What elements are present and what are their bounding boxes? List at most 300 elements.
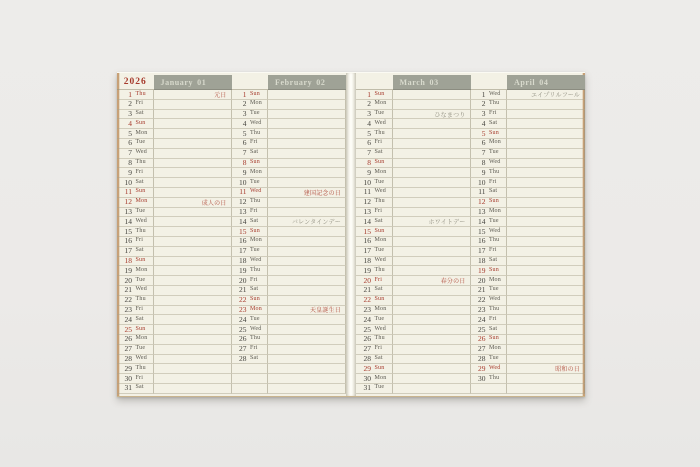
weekday-label: Tue bbox=[374, 384, 385, 391]
day-cell bbox=[117, 276, 154, 286]
day-number: 16 bbox=[239, 236, 247, 246]
day-cell bbox=[232, 168, 269, 178]
note-cell bbox=[507, 139, 585, 149]
note-cell bbox=[507, 315, 585, 325]
weekday-label: Sat bbox=[135, 178, 144, 185]
day-number: 5 bbox=[128, 129, 132, 138]
note-cell bbox=[154, 188, 232, 198]
weekday-label: Tue bbox=[135, 276, 146, 283]
weekday-label: Sat bbox=[135, 247, 144, 254]
day-number: 15 bbox=[363, 227, 371, 236]
weekday-label: Sun bbox=[374, 90, 385, 97]
weekday-label: Thu bbox=[374, 129, 385, 136]
weekday-label: Thu bbox=[135, 364, 146, 371]
note-cell bbox=[268, 159, 346, 169]
note-cell bbox=[268, 286, 346, 296]
day-cell bbox=[356, 237, 393, 247]
weekday-label: Fri bbox=[250, 276, 258, 283]
day-cell bbox=[471, 198, 508, 208]
day-number: 25 bbox=[239, 325, 247, 334]
weekday-label: Tue bbox=[489, 149, 499, 156]
weekday-label: Wed bbox=[374, 257, 386, 264]
note-cell bbox=[507, 149, 585, 159]
day-cell bbox=[232, 178, 269, 188]
weekday-label: Fri bbox=[135, 237, 144, 244]
note-cell bbox=[268, 355, 346, 365]
day-number: 30 bbox=[124, 374, 132, 383]
note-cell bbox=[154, 335, 232, 345]
day-number: 16 bbox=[363, 236, 371, 246]
day-cell bbox=[471, 227, 508, 237]
month-number: 03 bbox=[429, 77, 439, 87]
day-number: 15 bbox=[478, 227, 486, 236]
note-cell bbox=[393, 198, 471, 208]
day-cell bbox=[232, 306, 269, 316]
weekday-label: Tue bbox=[489, 355, 499, 362]
weekday-label: Thu bbox=[250, 335, 261, 342]
day-number: 11 bbox=[478, 187, 486, 197]
note-cell bbox=[268, 335, 346, 345]
weekday-label: Sat bbox=[489, 188, 498, 195]
day-cell bbox=[232, 257, 269, 267]
month-name: March bbox=[399, 77, 426, 87]
weekday-label: Tue bbox=[374, 247, 385, 254]
weekday-label: Sat bbox=[374, 149, 383, 156]
day-cell bbox=[356, 129, 393, 139]
note-cell bbox=[507, 247, 585, 257]
note-cell bbox=[393, 364, 471, 374]
day-number: 27 bbox=[124, 344, 132, 354]
day-cell bbox=[117, 257, 154, 267]
day-cell bbox=[232, 296, 269, 306]
day-number: 12 bbox=[124, 197, 132, 207]
day-cell bbox=[117, 178, 154, 188]
day-number: 25 bbox=[124, 325, 132, 334]
note-cell bbox=[507, 227, 585, 237]
day-number: 19 bbox=[363, 266, 371, 275]
day-number: 21 bbox=[363, 285, 371, 295]
note-cell bbox=[154, 168, 232, 178]
day-cell bbox=[117, 345, 154, 355]
weekday-label: Sat bbox=[489, 325, 498, 332]
month-name: February bbox=[275, 77, 313, 87]
day-cell bbox=[471, 306, 508, 316]
note-cell bbox=[268, 178, 346, 188]
binding-gutter bbox=[346, 73, 356, 396]
day-number: 27 bbox=[363, 344, 371, 354]
day-number: 29 bbox=[124, 364, 132, 373]
note-cell bbox=[507, 335, 585, 345]
day-number: 18 bbox=[363, 256, 371, 266]
day-cell bbox=[117, 129, 154, 139]
weekday-label: Thu bbox=[489, 237, 500, 244]
day-cell bbox=[232, 119, 269, 129]
day-cell bbox=[117, 110, 154, 120]
note-cell bbox=[154, 139, 232, 149]
note-cell bbox=[268, 247, 346, 257]
day-number: 3 bbox=[481, 109, 486, 119]
note-cell bbox=[154, 110, 232, 120]
day-cell bbox=[471, 237, 508, 247]
day-cell bbox=[117, 149, 154, 159]
day-number: 18 bbox=[478, 256, 486, 266]
day-cell bbox=[471, 217, 508, 227]
day-number: 26 bbox=[478, 334, 486, 344]
weekday-label: Wed bbox=[489, 159, 501, 166]
day-cell bbox=[471, 178, 508, 188]
day-cell bbox=[117, 286, 154, 296]
note-cell bbox=[268, 168, 346, 178]
note-cell bbox=[507, 168, 585, 178]
day-number: 12 bbox=[239, 197, 247, 207]
day-number: 24 bbox=[124, 315, 132, 324]
day-cell bbox=[232, 90, 269, 100]
day-cell bbox=[232, 237, 269, 247]
day-cell bbox=[117, 247, 154, 257]
day-number: 16 bbox=[478, 236, 486, 246]
weekday-label: Wed bbox=[489, 227, 501, 234]
weekday-label: Thu bbox=[374, 198, 385, 205]
weekday-label: Tue bbox=[374, 178, 385, 185]
weekday-label: Wed bbox=[374, 119, 386, 126]
day-number: 2 bbox=[481, 99, 486, 109]
day-cell bbox=[356, 198, 393, 208]
note-cell bbox=[154, 266, 232, 276]
note-cell bbox=[393, 345, 471, 355]
day-number: 30 bbox=[478, 374, 486, 383]
weekday-label: Mon bbox=[374, 374, 387, 381]
day-number: 12 bbox=[363, 197, 371, 207]
day-number: 10 bbox=[363, 178, 371, 187]
weekday-label: Mon bbox=[374, 168, 387, 175]
note-cell bbox=[507, 159, 585, 169]
day-number: 9 bbox=[481, 168, 486, 177]
weekday-label: Wed bbox=[135, 217, 147, 224]
note-cell bbox=[393, 90, 471, 100]
day-cell bbox=[232, 208, 269, 218]
day-cell bbox=[471, 188, 508, 198]
day-number: 21 bbox=[124, 285, 132, 295]
day-cell bbox=[117, 325, 154, 335]
day-cell bbox=[471, 374, 508, 384]
day-cell bbox=[117, 217, 154, 227]
day-number: 29 bbox=[478, 364, 486, 373]
day-cell bbox=[232, 217, 269, 227]
weekday-label: Wed bbox=[250, 325, 262, 332]
weekday-label: Fri bbox=[374, 276, 383, 283]
note-cell bbox=[393, 100, 471, 110]
day-cell bbox=[117, 384, 154, 394]
day-number: 6 bbox=[242, 138, 247, 148]
note-cell bbox=[154, 208, 232, 218]
day-cell bbox=[471, 168, 508, 178]
day-number: 1 bbox=[242, 90, 247, 99]
planner-spread bbox=[117, 72, 585, 397]
day-cell bbox=[117, 198, 154, 208]
holiday-note: 元日 bbox=[154, 90, 232, 100]
day-cell bbox=[471, 119, 508, 129]
weekday-label: Tue bbox=[489, 217, 499, 224]
note-cell bbox=[154, 325, 232, 335]
day-cell bbox=[356, 355, 393, 365]
weekday-label: Thu bbox=[489, 306, 500, 313]
day-number: 5 bbox=[367, 129, 371, 138]
weekday-label: Sat bbox=[489, 257, 498, 264]
day-cell bbox=[471, 384, 508, 394]
day-number: 9 bbox=[242, 168, 247, 177]
note-cell bbox=[393, 296, 471, 306]
day-cell bbox=[232, 198, 269, 208]
weekday-label: Sat bbox=[250, 149, 259, 156]
day-number: 19 bbox=[124, 266, 132, 275]
note-cell bbox=[393, 139, 471, 149]
day-number: 3 bbox=[367, 109, 371, 119]
holiday-note: バレンタインデー bbox=[268, 217, 346, 227]
note-cell bbox=[154, 364, 232, 374]
month-column-april bbox=[471, 73, 586, 396]
weekday-label: Tue bbox=[489, 286, 499, 293]
weekday-label: Sat bbox=[250, 355, 259, 362]
day-number: 8 bbox=[128, 158, 132, 168]
day-number: 4 bbox=[481, 119, 486, 128]
day-number: 25 bbox=[363, 325, 371, 334]
day-number: 10 bbox=[124, 178, 132, 187]
day-number: 6 bbox=[481, 138, 486, 148]
day-cell bbox=[471, 90, 508, 100]
day-cell bbox=[356, 286, 393, 296]
weekday-label: Thu bbox=[374, 266, 385, 273]
note-cell bbox=[268, 129, 346, 139]
day-cell bbox=[356, 90, 393, 100]
note-cell bbox=[393, 237, 471, 247]
day-cell bbox=[471, 208, 508, 218]
day-number: 2 bbox=[128, 99, 132, 109]
day-cell bbox=[471, 139, 508, 149]
weekday-label: Thu bbox=[135, 296, 146, 303]
note-cell bbox=[507, 178, 585, 188]
note-cell bbox=[154, 217, 232, 227]
weekday-label: Sun bbox=[489, 335, 499, 342]
note-cell bbox=[268, 100, 346, 110]
holiday-note: ひなまつり bbox=[393, 110, 471, 120]
month-column-march bbox=[356, 73, 471, 396]
weekday-label: Fri bbox=[250, 208, 258, 215]
weekday-label: Sun bbox=[374, 296, 385, 303]
holiday-note: エイプリルフール bbox=[507, 90, 585, 100]
day-number: 15 bbox=[239, 227, 247, 236]
day-number: 6 bbox=[367, 138, 371, 148]
weekday-label: Mon bbox=[374, 237, 387, 244]
note-cell bbox=[154, 159, 232, 169]
day-number: 11 bbox=[363, 187, 371, 197]
day-number: 13 bbox=[363, 207, 371, 217]
day-cell bbox=[356, 257, 393, 267]
day-number: 4 bbox=[367, 119, 371, 128]
day-number: 26 bbox=[239, 334, 247, 344]
weekday-label: Tue bbox=[250, 178, 260, 185]
day-cell bbox=[232, 286, 269, 296]
weekday-label: Wed bbox=[250, 188, 262, 195]
note-cell bbox=[154, 227, 232, 237]
day-cell bbox=[117, 119, 154, 129]
weekday-label: Wed bbox=[489, 296, 501, 303]
note-cell bbox=[268, 384, 346, 394]
weekday-label: Tue bbox=[135, 208, 146, 215]
day-cell bbox=[232, 227, 269, 237]
weekday-label: Sun bbox=[135, 119, 146, 126]
day-number: 23 bbox=[478, 305, 486, 315]
day-cell bbox=[471, 149, 508, 159]
day-number: 1 bbox=[481, 90, 486, 99]
weekday-label: Fri bbox=[489, 178, 497, 185]
note-cell bbox=[268, 198, 346, 208]
weekday-label: Tue bbox=[250, 247, 260, 254]
note-cell bbox=[154, 315, 232, 325]
note-cell bbox=[393, 384, 471, 394]
weekday-label: Fri bbox=[489, 110, 497, 117]
day-cell bbox=[117, 355, 154, 365]
weekday-label: Thu bbox=[374, 335, 385, 342]
note-cell bbox=[268, 139, 346, 149]
note-cell bbox=[507, 345, 585, 355]
weekday-label: Sun bbox=[374, 227, 385, 234]
note-cell bbox=[154, 178, 232, 188]
day-cell bbox=[471, 335, 508, 345]
day-cell bbox=[471, 296, 508, 306]
day-cell bbox=[356, 100, 393, 110]
day-cell bbox=[232, 159, 269, 169]
weekday-label: Sun bbox=[135, 257, 146, 264]
note-cell bbox=[507, 100, 585, 110]
day-number: 22 bbox=[478, 295, 486, 305]
month-number: 04 bbox=[539, 77, 549, 87]
weekday-label: Tue bbox=[135, 139, 146, 146]
day-number: 17 bbox=[124, 246, 132, 256]
day-cell bbox=[232, 384, 269, 394]
weekday-label: Fri bbox=[135, 374, 144, 381]
day-number: 31 bbox=[363, 383, 371, 393]
weekday-label: Wed bbox=[250, 119, 262, 126]
day-cell bbox=[117, 90, 154, 100]
holiday-note: 春分の日 bbox=[393, 276, 471, 286]
day-number: 23 bbox=[239, 305, 247, 315]
note-cell bbox=[393, 306, 471, 316]
day-cell bbox=[117, 374, 154, 384]
day-number: 2 bbox=[242, 99, 247, 109]
day-number: 7 bbox=[481, 148, 486, 158]
weekday-label: Tue bbox=[135, 345, 146, 352]
day-cell bbox=[356, 110, 393, 120]
day-number: 28 bbox=[363, 354, 371, 364]
note-cell bbox=[393, 325, 471, 335]
day-number: 1 bbox=[367, 90, 371, 99]
weekday-label: Sat bbox=[489, 119, 498, 126]
note-cell bbox=[507, 257, 585, 267]
day-cell bbox=[232, 335, 269, 345]
day-number: 13 bbox=[124, 207, 132, 217]
weekday-label: Sun bbox=[374, 364, 385, 371]
note-cell bbox=[268, 208, 346, 218]
weekday-label: Fri bbox=[374, 208, 383, 215]
weekday-label: Sun bbox=[250, 90, 260, 97]
note-cell bbox=[154, 345, 232, 355]
day-number: 17 bbox=[239, 246, 247, 256]
weekday-label: Sat bbox=[374, 355, 383, 362]
day-number: 31 bbox=[124, 383, 132, 393]
day-cell bbox=[471, 266, 508, 276]
note-cell bbox=[268, 237, 346, 247]
day-cell bbox=[232, 110, 269, 120]
weekday-label: Fri bbox=[374, 345, 383, 352]
weekday-label: Mon bbox=[250, 168, 262, 175]
year-cell bbox=[117, 75, 154, 90]
note-cell bbox=[507, 217, 585, 227]
day-number: 19 bbox=[239, 266, 247, 275]
holiday-note: 成人の日 bbox=[154, 198, 232, 208]
day-number: 26 bbox=[363, 334, 371, 344]
day-number: 6 bbox=[128, 138, 132, 148]
note-cell bbox=[393, 119, 471, 129]
day-number: 18 bbox=[239, 256, 247, 266]
day-number: 11 bbox=[239, 187, 247, 197]
note-cell bbox=[507, 110, 585, 120]
day-cell bbox=[356, 306, 393, 316]
note-cell bbox=[268, 149, 346, 159]
day-cell bbox=[117, 315, 154, 325]
note-cell bbox=[507, 355, 585, 365]
note-cell bbox=[154, 306, 232, 316]
day-number: 20 bbox=[124, 276, 132, 285]
weekday-label: Tue bbox=[250, 110, 260, 117]
month-name: January bbox=[160, 77, 194, 87]
day-cell bbox=[117, 237, 154, 247]
note-cell bbox=[268, 90, 346, 100]
note-cell bbox=[154, 149, 232, 159]
weekday-label: Mon bbox=[135, 335, 148, 342]
weekday-label: Sun bbox=[374, 159, 385, 166]
weekday-label: Mon bbox=[135, 129, 148, 136]
day-cell bbox=[356, 188, 393, 198]
day-number: 30 bbox=[363, 374, 371, 383]
note-cell bbox=[154, 286, 232, 296]
note-cell bbox=[393, 335, 471, 345]
day-number: 29 bbox=[363, 364, 371, 373]
day-number: 10 bbox=[478, 178, 486, 187]
day-number: 22 bbox=[239, 295, 247, 305]
day-cell bbox=[471, 345, 508, 355]
month-header-april bbox=[507, 75, 585, 90]
day-cell bbox=[117, 159, 154, 169]
day-cell bbox=[117, 100, 154, 110]
month-header-march bbox=[393, 75, 471, 90]
note-cell bbox=[507, 237, 585, 247]
note-cell bbox=[393, 247, 471, 257]
note-cell bbox=[154, 129, 232, 139]
holiday-note: 昭和の日 bbox=[507, 364, 585, 374]
note-cell bbox=[507, 266, 585, 276]
day-number: 24 bbox=[239, 315, 247, 324]
weekday-label: Thu bbox=[135, 90, 146, 97]
day-number: 19 bbox=[478, 266, 486, 275]
day-number: 14 bbox=[239, 217, 247, 226]
note-cell bbox=[507, 296, 585, 306]
day-cell bbox=[356, 208, 393, 218]
day-number: 28 bbox=[124, 354, 132, 364]
day-cell bbox=[471, 364, 508, 374]
day-cell bbox=[232, 315, 269, 325]
day-cell bbox=[471, 257, 508, 267]
day-cell bbox=[356, 139, 393, 149]
